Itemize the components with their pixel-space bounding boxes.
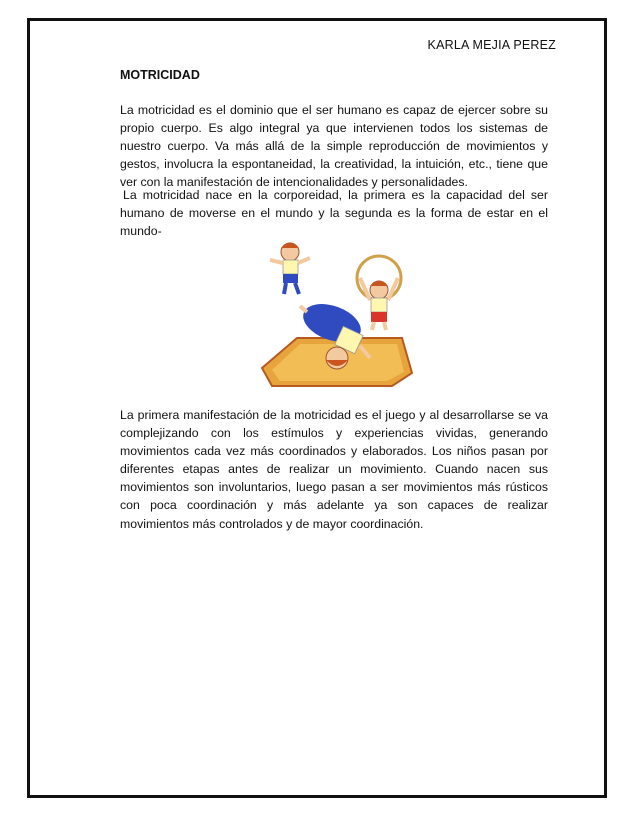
children-exercising-illustration bbox=[252, 238, 422, 388]
document-title: MOTRICIDAD bbox=[120, 68, 200, 82]
paragraph-juego: La primera manifestación de la motricidad es el juego y al desarrollarse se va complejizando con los estímulos y experiencias vividas, generando movimientos cada vez más coordinados y elaborados. Los niños pasan por diferentes etapas antes de realizar un movimiento. Cuando nacen sus movimientos son involuntarios, luego pasan a ser movimientos más rústicos con poca coordinación y más adelante ya son capaces de realizar movimientos más controlados y de mayor coordinación. bbox=[120, 408, 548, 531]
paragraph-intro: La motricidad es el dominio que el ser humano es capaz de ejercer sobre su propio cuerpo. Es algo integral ya que intervienen todos los sistemas de nuestro cuerpo. Va más allá de la simple reproducción de movimientos y gestos, involucra la espontaneidad, la creatividad, la intuición, etc., tiene que ver con la manifestación de intencionalidades y personalidades. bbox=[120, 103, 548, 190]
paragraph-corporeidad: La motricidad nace en la corporeidad, la primera es la capacidad del ser humano de moverse en el mundo y la segunda es la forma de estar en el mundo- bbox=[120, 188, 548, 239]
author-name: KARLA MEJIA PEREZ bbox=[427, 38, 556, 52]
